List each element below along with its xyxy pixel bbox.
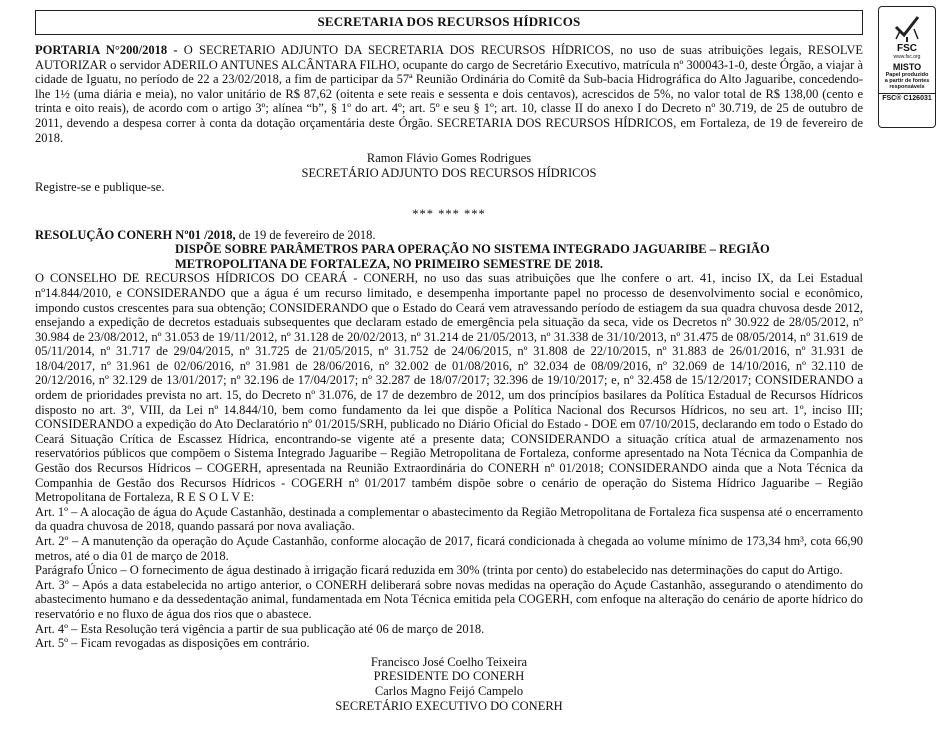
article-2: Art. 2º – A manutenção da operação do Açude Castanhão, conforme alocação de 2017, ficará condicionada à chegada ao volume mínimo de 173,34 hm³, cota 66,90 metros, até o dia 01 de março de 2018. <box>35 534 863 563</box>
article-4: Art. 4º – Esta Resolução terá vigência a partir de sua publicação até 06 de março de 2018. <box>35 621 485 636</box>
registre-text: Registre-se e publique-se. <box>35 180 165 195</box>
fsc-label: MISTO <box>892 62 922 72</box>
portaria-signer-title: SECRETÁRIO ADJUNTO DOS RECURSOS HÍDRICOS <box>301 165 597 180</box>
resolucao-preamble: O CONSELHO DE RECURSOS HÍDRICOS DO CEARÁ - CONERH, no uso das suas atribuições que lhe confere o art. 41, inciso IX, da Lei Estadual nº14.844/2010, e CONSIDERANDO que a água é um recurso limitado, e desempenha importante papel no processo de desenvolvimento social e econômico, impondo custos crescentes para sua obtenção; CONSIDERANDO que o Estado do Ceará vem atravessando período de estiagem da sua quadra chuvosa desde 2012, ensejando a expedição de decretos estaduais subsequentes que declaram estado de emergência pela situação da seca, vide os Decretos nº 30.922 de 28/05/2012, nº 30.984 de 23/08/2012, nº 31.053 de 19/11/2012, nº 31.128 de 20/02/2013, nº 31.214 de 21/05/2013, nº 31.338 de 31/10/2013, nº 31.475 de 08/05/2014, nº 31.619 de 05/11/2014, nº 31.717 de 29/04/2015, nº 31.725 de 21/05/2015, nº 31.752 de 24/06/2015, nº 31.808 de 22/10/2015, nº 31.883 de 26/01/2016, nº 31.931 de 18/04/2017, nº 31.961 de 02/06/2016, nº 31.981 de 28/06/2016, nº 32.002 de 01/08/2016, nº 32.034 de 08/09/2016, nº 32.069 de 14/10/2016, nº 32.110 de 20/12/2016, nº 32.129 de 13/01/2017; nº 32.196 de 17/04/2017; nº 32.287 de 18/07/2017; 32.396 de 19/10/2017; e, nº 32.458 de 15/12/2017; CONSIDERANDO a ordem de prioridades prevista no art. 15, do Decreto nº 31.076, de 17 de dezembro de 2012, um dos princípios basilares da Política Estadual de Recursos Hídricos disposto no art. 3º, VIII, da Lei nº 14.844/10, bem como fundamento da lei que dispõe a Política Nacional dos Recursos Hídricos, no seu art. 1º, inciso III; CONSIDERANDO a expedição do Ato Declaratório nº 01/2015/SRH, publicado no Diário Oficial do Estado - DOE em 07/10/2015, declarando em todo o Estado do Ceará Situação Crítica de Escassez Hídrica, encontrando-se vigente até a presente data; CONSIDERANDO a situação crítica atual de armazenamento nos reservatórios públicos que compõem o Sistema Integrado Jaguaribe – Região Metropolitana de Fortaleza, conforme apresentado na Nota Técnica da Companhia de Gestão dos Recursos Hídricos – COGERH, apresentada na Reunião Extraordinária do CONERH nº 01/2018; CONSIDERANDO ainda que a Nota Técnica da Companhia de Gestão dos Recursos Hídricos - COGERH nº 01/2017 também dispõe sobre o cenário de operação do Sistema Hídrico Jaguaribe – Região Metropolitana de Fortaleza, R E S O L V E: <box>35 271 863 505</box>
portaria-paragraph <box>35 43 863 145</box>
fsc-certification-badge <box>878 6 936 128</box>
section-header: SECRETARIA DOS RECURSOS HÍDRICOS <box>35 10 863 35</box>
resolucao-lead: RESOLUÇÃO CONERH Nº01 /2018, <box>35 227 236 242</box>
article-1: Art. 1º – A alocação de água do Açude Castanhão, destinada a complementar o abastecimento da Região Metropolitana de Fortaleza fica suspensa até o encerramento da quadra chuvosa de 2018, quando passará por nova avaliação. <box>35 504 863 534</box>
signer-1-name: Francisco José Coelho Teixeira <box>370 654 528 669</box>
resolucao-date: de 19 de fevereiro de 2018. <box>235 227 376 242</box>
article-3: Art. 3º – Após a data estabelecida no artigo anterior, o CONERH deliberará sobre novas medidas na operação do Açude Castanhão, assegurando o atendimento do abastecimento humano e da dessedentação animal, fundamentada em Nota Técnica emitida pela COGERH, com enfoque na alteração do cenário de aporte hídrico do reservatório e no fluxo de água dos rios que o abastece. <box>35 577 863 621</box>
fsc-code: FSC® C126031 <box>879 93 935 103</box>
resolucao-title-1: DISPÕE SOBRE PARÂMETROS PARA OPERAÇÃO NO SISTEMA INTEGRADO JAGUARIBE – REGIÃO <box>175 242 770 257</box>
signer-1-title: PRESIDENTE DO CONERH <box>373 669 525 684</box>
paragrafo-unico: Parágrafo Único – O fornecimento de água destinado à irrigação ficará reduzida em 30% (trinta por cento) do estabelecido nas determinações do caput do Artigo. <box>35 563 843 578</box>
fsc-brand: FSC <box>897 43 917 54</box>
fsc-line-3: responsáveis <box>889 84 925 90</box>
fsc-line-2: a partir de fontes <box>884 78 930 84</box>
separator: *** *** *** <box>412 206 486 221</box>
fsc-website: www.fsc.org <box>893 54 921 60</box>
document-body <box>35 10 863 713</box>
fsc-line-1: Papel produzido <box>885 72 929 78</box>
portaria-lead: PORTARIA N°200/2018 - <box>35 43 178 57</box>
portaria-signer-name: Ramon Flávio Gomes Rodrigues <box>366 151 532 166</box>
fsc-tree-check-icon <box>890 13 924 43</box>
signer-2-title: SECRETÁRIO EXECUTIVO DO CONERH <box>335 698 563 713</box>
resolucao-title-2: METROPOLITANA DE FORTALEZA, NO PRIMEIRO SEMESTRE DE 2018. <box>175 256 603 271</box>
signer-2-name: Carlos Magno Feijó Campelo <box>374 683 524 698</box>
portaria-body: O SECRETARIO ADJUNTO DA SECRETARIA DOS RECURSOS HÍDRICOS, no uso de suas atribuições legais, RESOLVE AUTORIZAR o servidor ADERILO ANTUNES ALCÂNTARA FILHO, ocupante do cargo de Secretário Executivo, matrícula nº 300043-1-0, deste Órgão, a viajar à cidade de Iguatu, no período de 22 a 23/02/2018, a fim de participar da 57ª Reunião Ordinária do Comitê da Sub-bacia Hidrográfica do Alto Jaguaribe, concedendo-lhe 1½ (uma diária e meia), no valor unitário de R$ 87,62 (oitenta e sete reais e sessenta e dois centavos), acrescidos de 5%, no valor total de R$ 138,00 (cento e trinta e oito reais), de acordo com o artigo 3º; alínea “b”, § 1º do art. 4º; art. 5º e seu § 1º; art. 10, classe II do anexo I do Decreto nº 30.719, de 25 de outubro de 2011, devendo a despesa correr à conta da dotação orçamentária deste Órgão. SECRETARIA DOS RECURSOS HÍDRICOS, em Fortaleza, de 19 de fevereiro de 2018. <box>35 43 864 145</box>
article-5: Art. 5º – Ficam revogadas as disposições em contrário. <box>35 636 310 651</box>
resolucao-heading <box>35 228 863 243</box>
